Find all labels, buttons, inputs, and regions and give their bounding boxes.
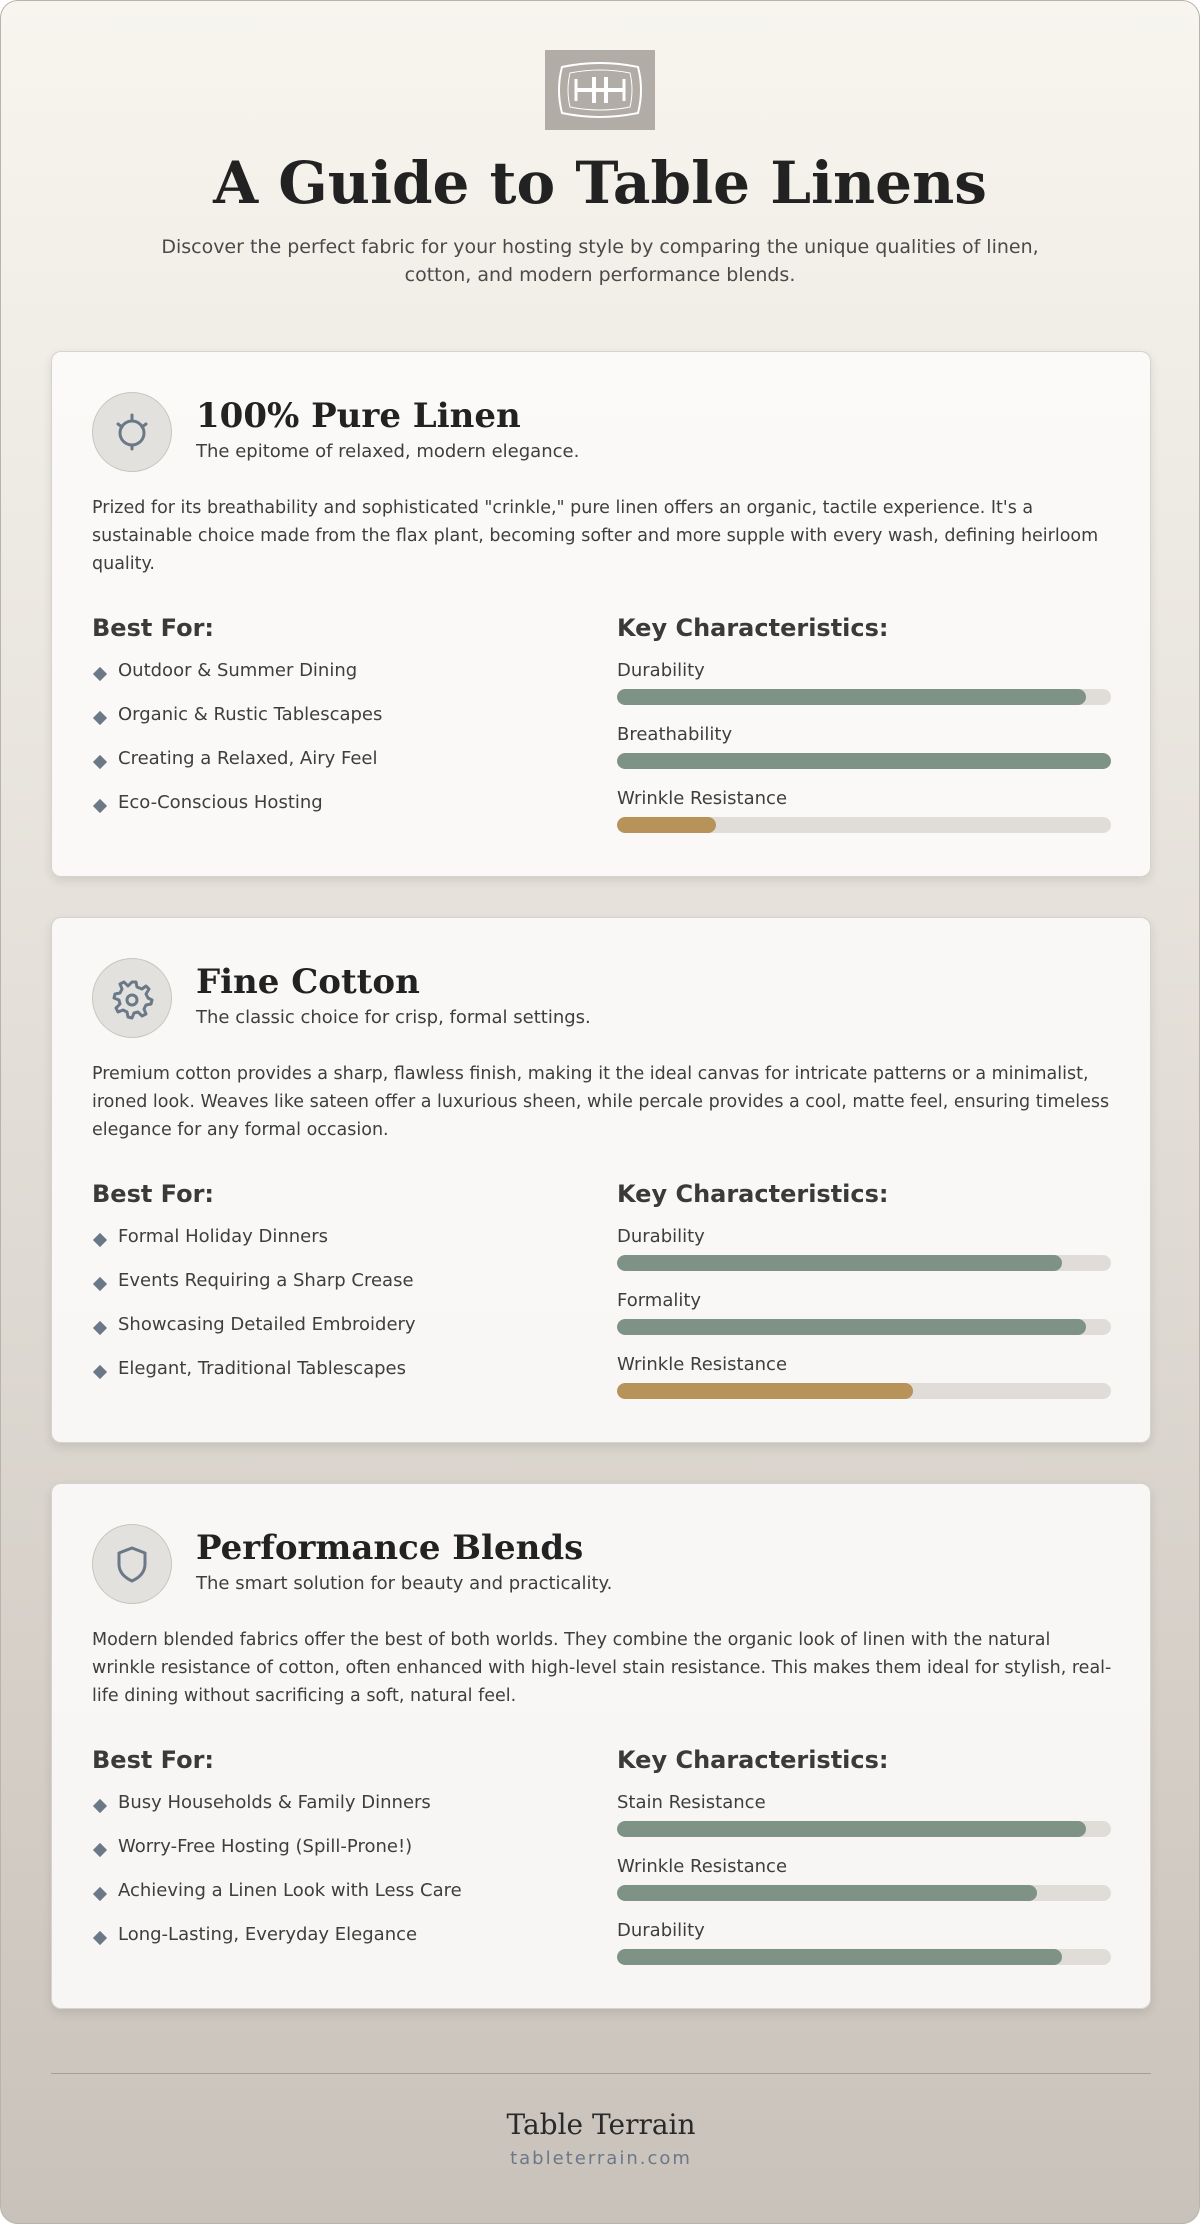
rating-track — [617, 1885, 1111, 1901]
diamond-bullet-icon — [93, 1233, 107, 1247]
list-item-label: Long-Lasting, Everyday Elegance — [118, 1924, 418, 1945]
list-item — [92, 659, 382, 703]
list-item — [92, 747, 382, 791]
card-linen — [51, 351, 1151, 877]
characteristic-label: Wrinkle Resistance — [617, 1354, 788, 1375]
card-title: Performance Blends — [196, 1528, 584, 1568]
rating-track — [617, 1949, 1111, 1965]
list-item-label: Elegant, Traditional Tablescapes — [118, 1358, 406, 1379]
characteristic — [617, 1353, 1111, 1417]
gear-icon — [92, 958, 172, 1038]
card-subtitle: The smart solution for beauty and practicality. — [196, 1573, 613, 1594]
diamond-bullet-icon — [93, 1887, 107, 1901]
list-item-label: Events Requiring a Sharp Crease — [118, 1270, 414, 1291]
characteristic-label: Durability — [617, 1226, 705, 1247]
best-for-heading: Best For: — [92, 614, 215, 642]
sun-icon — [92, 392, 172, 472]
characteristic-label: Wrinkle Resistance — [617, 788, 788, 809]
list-item-label: Creating a Relaxed, Airy Feel — [118, 748, 378, 769]
characteristic — [617, 1919, 1111, 1983]
card-title: Fine Cotton — [196, 962, 420, 1002]
characteristics-heading: Key Characteristics: — [617, 614, 889, 642]
card-title: 100% Pure Linen — [196, 396, 521, 436]
rating-fill — [617, 753, 1111, 769]
characteristic-label: Formality — [617, 1290, 702, 1311]
diamond-bullet-icon — [93, 1365, 107, 1379]
list-item — [92, 1357, 416, 1401]
characteristic-label: Durability — [617, 1920, 705, 1941]
diamond-bullet-icon — [93, 755, 107, 769]
list-item-label: Outdoor & Summer Dining — [118, 660, 358, 681]
diamond-bullet-icon — [93, 667, 107, 681]
rating-fill — [617, 1255, 1062, 1271]
list-item-label: Eco-Conscious Hosting — [118, 792, 323, 813]
list-item — [92, 1835, 462, 1879]
list-item — [92, 1313, 416, 1357]
diamond-bullet-icon — [93, 1321, 107, 1335]
rating-fill — [617, 1949, 1062, 1965]
characteristic — [617, 1289, 1111, 1353]
characteristic-label: Breathability — [617, 724, 733, 745]
characteristic — [617, 1225, 1111, 1289]
card-description: Prized for its breathability and sophisticated "crinkle," pure linen offers an organic, tactile experience. It's a sustainable choice made from the flax plant, becoming softer and more supple with every wash, defining heirloom quality. — [92, 498, 1099, 574]
list-item-label: Organic & Rustic Tablescapes — [118, 704, 383, 725]
characteristic-label: Stain Resistance — [617, 1792, 766, 1813]
card-description: Modern blended fabrics offer the best of both worlds. They combine the organic look of linen with the natural wrinkle resistance of cotton, often enhanced with high-level stain resistance. This makes them ideal for stylish, real-life dining without sacrificing a soft, natural feel. — [92, 1630, 1112, 1706]
list-item-label: Worry-Free Hosting (Spill-Prone!) — [118, 1836, 413, 1857]
diamond-bullet-icon — [93, 1799, 107, 1813]
rating-track — [617, 1383, 1111, 1399]
rating-fill — [617, 1383, 913, 1399]
card-performance — [51, 1483, 1151, 2009]
card-subtitle: The classic choice for crisp, formal settings. — [196, 1007, 591, 1028]
best-for-list — [92, 1791, 462, 1967]
diamond-bullet-icon — [93, 1843, 107, 1857]
diamond-bullet-icon — [93, 1277, 107, 1291]
list-item — [92, 1225, 416, 1269]
diamond-bullet-icon — [93, 1931, 107, 1945]
rating-fill — [617, 1319, 1086, 1335]
best-for-heading: Best For: — [92, 1180, 215, 1208]
footer-url-link[interactable]: tableterrain.com — [510, 2148, 692, 2169]
page-title: A Guide to Table Linens — [213, 149, 987, 217]
list-item — [92, 1923, 462, 1967]
characteristics-list — [617, 1225, 1111, 1417]
rating-fill — [617, 689, 1086, 705]
rating-track — [617, 753, 1111, 769]
characteristic — [617, 1791, 1111, 1855]
page-intro: Discover the perfect fabric for your hosting style by comparing the unique qualities of linen, cotton, and modern performance blends. — [161, 236, 1039, 286]
list-item — [92, 1791, 462, 1835]
best-for-list — [92, 659, 382, 835]
characteristics-list — [617, 659, 1111, 851]
characteristic — [617, 723, 1111, 787]
rating-fill — [617, 1821, 1086, 1837]
card-cotton — [51, 917, 1151, 1443]
rating-track — [617, 689, 1111, 705]
list-item-label: Showcasing Detailed Embroidery — [118, 1314, 416, 1335]
list-item-label: Achieving a Linen Look with Less Care — [118, 1880, 462, 1901]
rating-fill — [617, 817, 716, 833]
footer-brand: Table Terrain — [506, 2108, 696, 2141]
characteristics-heading: Key Characteristics: — [617, 1180, 889, 1208]
characteristics-heading: Key Characteristics: — [617, 1746, 889, 1774]
list-item — [92, 703, 382, 747]
characteristic — [617, 1855, 1111, 1919]
footer-divider — [51, 2073, 1151, 2074]
diamond-bullet-icon — [93, 799, 107, 813]
list-item-label: Formal Holiday Dinners — [118, 1226, 329, 1247]
list-item — [92, 1879, 462, 1923]
characteristic-label: Durability — [617, 660, 705, 681]
characteristics-list — [617, 1791, 1111, 1983]
diamond-bullet-icon — [93, 711, 107, 725]
card-subtitle: The epitome of relaxed, modern elegance. — [196, 441, 580, 462]
rating-track — [617, 1821, 1111, 1837]
card-description: Premium cotton provides a sharp, flawless finish, making it the ideal canvas for intricate patterns or a minimalist, ironed look. Weaves like sateen offer a luxurious sheen, while percale provides a cool, matte feel, ensuring timeless elegance for any formal occasion. — [92, 1064, 1110, 1140]
shield-icon — [92, 1524, 172, 1604]
ornate-frame-logo — [545, 50, 655, 130]
list-item — [92, 1269, 416, 1313]
best-for-heading: Best For: — [92, 1746, 215, 1774]
rating-track — [617, 1319, 1111, 1335]
list-item — [92, 791, 382, 835]
page-header — [1, 1, 1199, 289]
best-for-list — [92, 1225, 416, 1401]
rating-fill — [617, 1885, 1037, 1901]
rating-track — [617, 1255, 1111, 1271]
list-item-label: Busy Households & Family Dinners — [118, 1792, 431, 1813]
characteristic — [617, 659, 1111, 723]
characteristic-label: Wrinkle Resistance — [617, 1856, 788, 1877]
rating-track — [617, 817, 1111, 833]
characteristic — [617, 787, 1111, 851]
